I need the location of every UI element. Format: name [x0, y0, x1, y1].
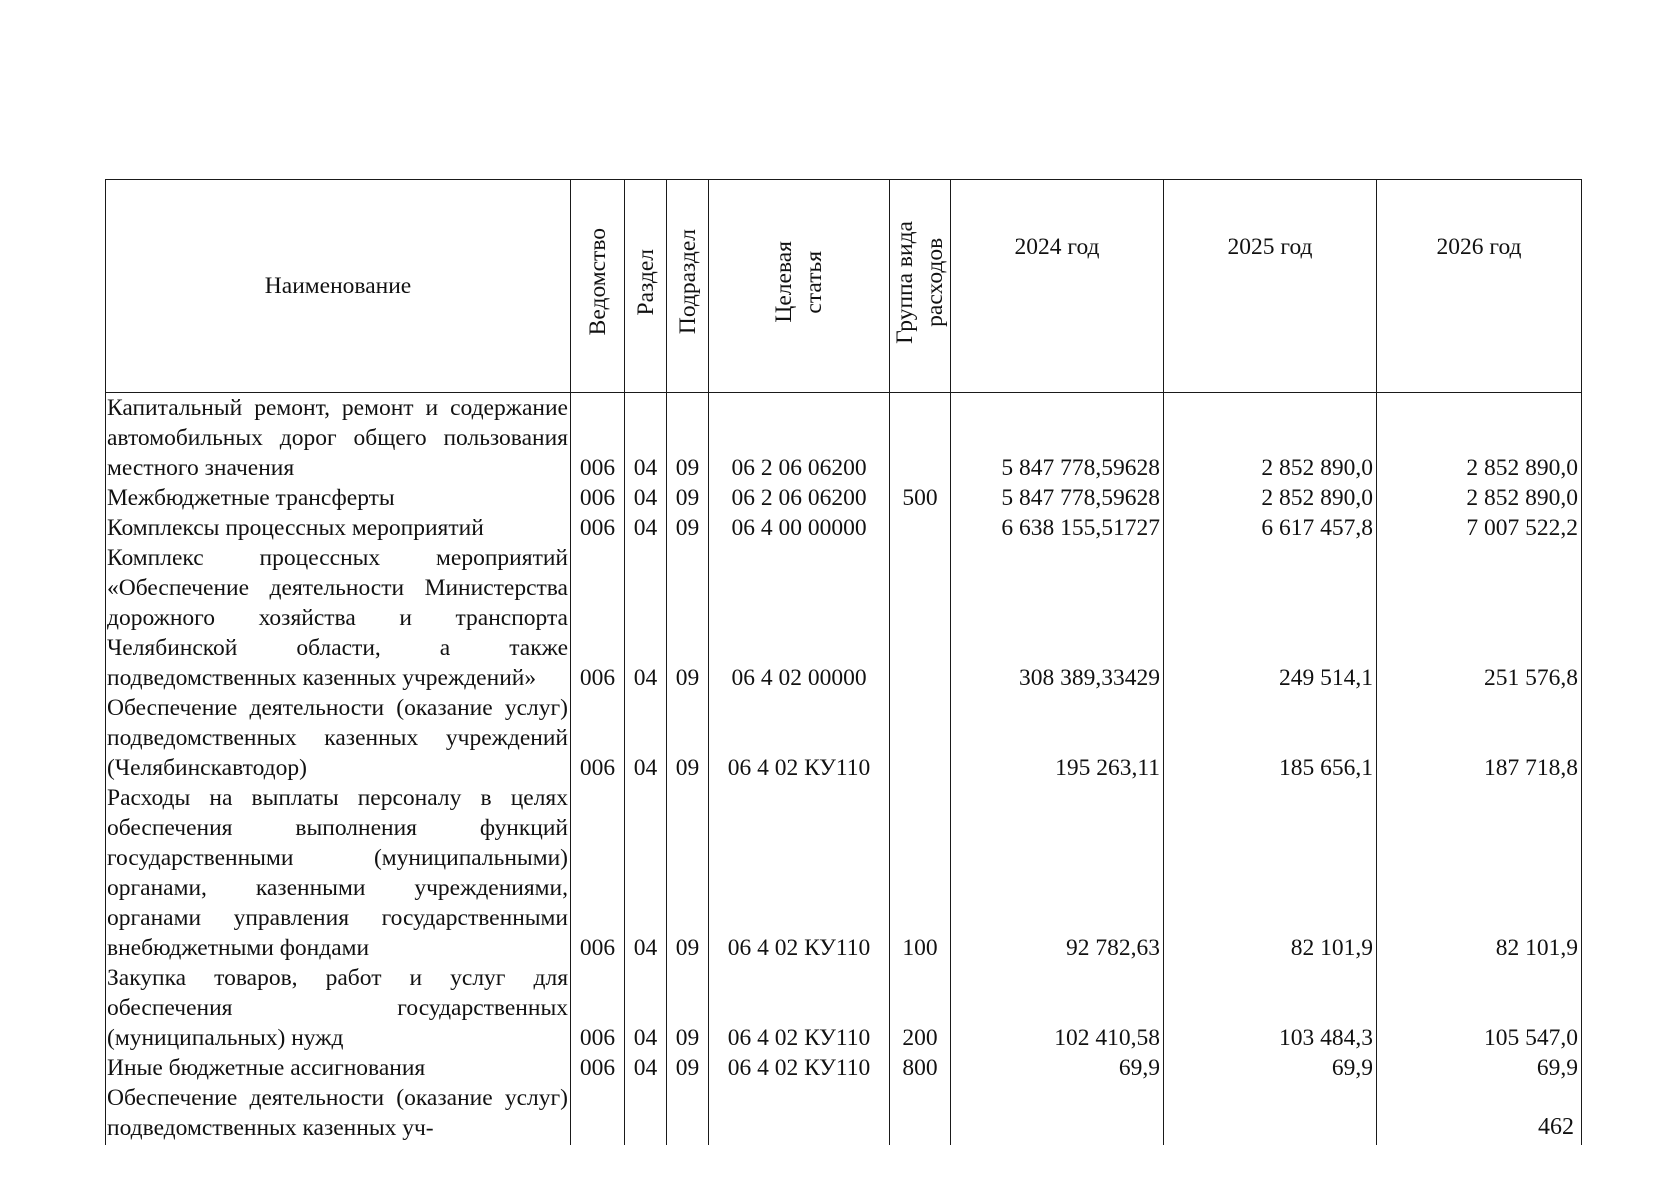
- cell-vedomstvo: 006: [571, 1053, 625, 1083]
- header-2025: [1164, 180, 1377, 393]
- cell-2025: 185 656,1: [1164, 693, 1377, 783]
- cell-2026: 187 718,8: [1377, 693, 1582, 783]
- cell-razdel: 04: [625, 513, 667, 543]
- cell-vedomstvo: 006: [571, 543, 625, 693]
- header-gruppa-label: [890, 221, 950, 344]
- table-row: [106, 543, 1582, 693]
- cell-gruppa: [890, 393, 951, 484]
- cell-celevaya: [709, 1083, 890, 1145]
- cell-celevaya: 06 4 02 КУ110: [709, 963, 890, 1053]
- table-row: [106, 693, 1582, 783]
- header-2026: [1377, 180, 1582, 393]
- budget-table: [105, 179, 1582, 1145]
- cell-2024: 195 263,11: [951, 693, 1164, 783]
- table-row: [106, 393, 1582, 484]
- header-vedomstvo: [571, 180, 625, 393]
- cell-celevaya: 06 4 02 КУ110: [709, 1053, 890, 1083]
- cell-gruppa: 100: [890, 783, 951, 963]
- cell-2026: 69,9: [1377, 1053, 1582, 1083]
- cell-2026: 251 576,8: [1377, 543, 1582, 693]
- cell-gruppa: 200: [890, 963, 951, 1053]
- cell-razdel: 04: [625, 543, 667, 693]
- header-2026-label: 2026 год: [1436, 234, 1522, 260]
- header-podrazdel-label: Подраздел: [674, 229, 701, 335]
- cell-2024: 5 847 778,59628: [951, 483, 1164, 513]
- cell-razdel: 04: [625, 783, 667, 963]
- cell-razdel: 04: [625, 693, 667, 783]
- cell-2024: 92 782,63: [951, 783, 1164, 963]
- cell-celevaya: 06 4 02 00000: [709, 543, 890, 693]
- header-razdel: [625, 180, 667, 393]
- table-body: [106, 393, 1582, 1146]
- header-podrazdel: [667, 180, 709, 393]
- cell-2025: 249 514,1: [1164, 543, 1377, 693]
- cell-2026: 2 852 890,0: [1377, 393, 1582, 484]
- cell-2025: 6 617 457,8: [1164, 513, 1377, 543]
- header-name-label: Наименование: [264, 273, 412, 299]
- cell-2025: 69,9: [1164, 1053, 1377, 1083]
- cell-vedomstvo: 006: [571, 513, 625, 543]
- cell-gruppa: [890, 1083, 951, 1145]
- cell-name: Комплексы процессных мероприятий: [106, 513, 571, 543]
- header-2024-label: 2024 год: [1014, 234, 1100, 260]
- cell-2025: [1164, 1083, 1377, 1145]
- cell-gruppa: [890, 543, 951, 693]
- table-row: [106, 513, 1582, 543]
- cell-2024: 308 389,33429: [951, 543, 1164, 693]
- cell-2024: 5 847 778,59628: [951, 393, 1164, 484]
- cell-podrazdel: 09: [667, 393, 709, 484]
- header-razdel-label: Раздел: [632, 248, 659, 316]
- cell-podrazdel: 09: [667, 963, 709, 1053]
- cell-razdel: 04: [625, 393, 667, 484]
- header-celevaya-line2: статья: [801, 250, 827, 314]
- cell-celevaya: 06 4 02 КУ110: [709, 783, 890, 963]
- table-row: [106, 963, 1582, 1053]
- cell-vedomstvo: 006: [571, 693, 625, 783]
- cell-podrazdel: 09: [667, 783, 709, 963]
- header-gruppa: [890, 180, 951, 393]
- cell-name: Иные бюджетные ассигнования: [106, 1053, 571, 1083]
- cell-2024: 102 410,58: [951, 963, 1164, 1053]
- header-2024: [951, 180, 1164, 393]
- cell-vedomstvo: [571, 1083, 625, 1145]
- cell-celevaya: 06 2 06 06200: [709, 393, 890, 484]
- cell-2025: 103 484,3: [1164, 963, 1377, 1053]
- cell-razdel: [625, 1083, 667, 1145]
- cell-name: Комплекс процессных мероприятий «Обеспечение деятельности Министерства дорожного хозяйства и транспорта Челябинской области, а также подведомственных казенных учреждений»: [106, 543, 571, 693]
- cell-name: Капитальный ремонт, ремонт и содержание автомобильных дорог общего пользования местного значения: [106, 393, 571, 484]
- cell-2024: 6 638 155,51727: [951, 513, 1164, 543]
- cell-podrazdel: 09: [667, 513, 709, 543]
- header-celevaya-label: [769, 241, 829, 323]
- table-row: [106, 483, 1582, 513]
- cell-2025: 2 852 890,0: [1164, 393, 1377, 484]
- cell-2026: 7 007 522,2: [1377, 513, 1582, 543]
- cell-name: Обеспечение деятельности (оказание услуг) подведомственных казенных уч-: [106, 1083, 571, 1145]
- cell-name: Обеспечение деятельности (оказание услуг) подведомственных казенных учреждений (Челябинскавтодор): [106, 693, 571, 783]
- cell-name: Расходы на выплаты персоналу в целях обеспечения выполнения функций государственными (муниципальными) органами, казенными учреждениями, органами управления государственными внебюджетными фондами: [106, 783, 571, 963]
- cell-vedomstvo: 006: [571, 783, 625, 963]
- cell-gruppa: 500: [890, 483, 951, 513]
- cell-razdel: 04: [625, 483, 667, 513]
- cell-vedomstvo: 006: [571, 483, 625, 513]
- cell-vedomstvo: 006: [571, 393, 625, 484]
- cell-celevaya: 06 4 02 КУ110: [709, 693, 890, 783]
- cell-podrazdel: 09: [667, 543, 709, 693]
- cell-2026: 2 852 890,0: [1377, 483, 1582, 513]
- cell-gruppa: 800: [890, 1053, 951, 1083]
- header-gruppa-line1: Группа вида: [892, 220, 918, 344]
- cell-podrazdel: [667, 1083, 709, 1145]
- page-number: 462: [1538, 1114, 1574, 1140]
- cell-razdel: 04: [625, 1053, 667, 1083]
- cell-celevaya: 06 2 06 06200: [709, 483, 890, 513]
- header-celevaya: [709, 180, 890, 393]
- cell-2024: [951, 1083, 1164, 1145]
- table-row: [106, 783, 1582, 963]
- table-row: [106, 1083, 1582, 1145]
- cell-podrazdel: 09: [667, 1053, 709, 1083]
- header-vedomstvo-label: Ведомство: [584, 228, 611, 336]
- header-row: [106, 180, 1582, 393]
- cell-vedomstvo: 006: [571, 963, 625, 1053]
- cell-razdel: 04: [625, 963, 667, 1053]
- cell-name: Закупка товаров, работ и услуг для обеспечения государственных (муниципальных) нужд: [106, 963, 571, 1053]
- cell-gruppa: [890, 513, 951, 543]
- cell-gruppa: [890, 693, 951, 783]
- cell-celevaya: 06 4 00 00000: [709, 513, 890, 543]
- cell-podrazdel: 09: [667, 483, 709, 513]
- header-name: [106, 180, 571, 393]
- cell-2026: 82 101,9: [1377, 783, 1582, 963]
- header-2025-label: 2025 год: [1227, 234, 1313, 260]
- cell-2025: 2 852 890,0: [1164, 483, 1377, 513]
- header-celevaya-line1: Целевая: [771, 241, 797, 323]
- header-gruppa-line2: расходов: [922, 237, 948, 327]
- cell-2024: 69,9: [951, 1053, 1164, 1083]
- cell-2025: 82 101,9: [1164, 783, 1377, 963]
- cell-2026: 105 547,0: [1377, 963, 1582, 1053]
- cell-podrazdel: 09: [667, 693, 709, 783]
- cell-name: Межбюджетные трансферты: [106, 483, 571, 513]
- table-row: [106, 1053, 1582, 1083]
